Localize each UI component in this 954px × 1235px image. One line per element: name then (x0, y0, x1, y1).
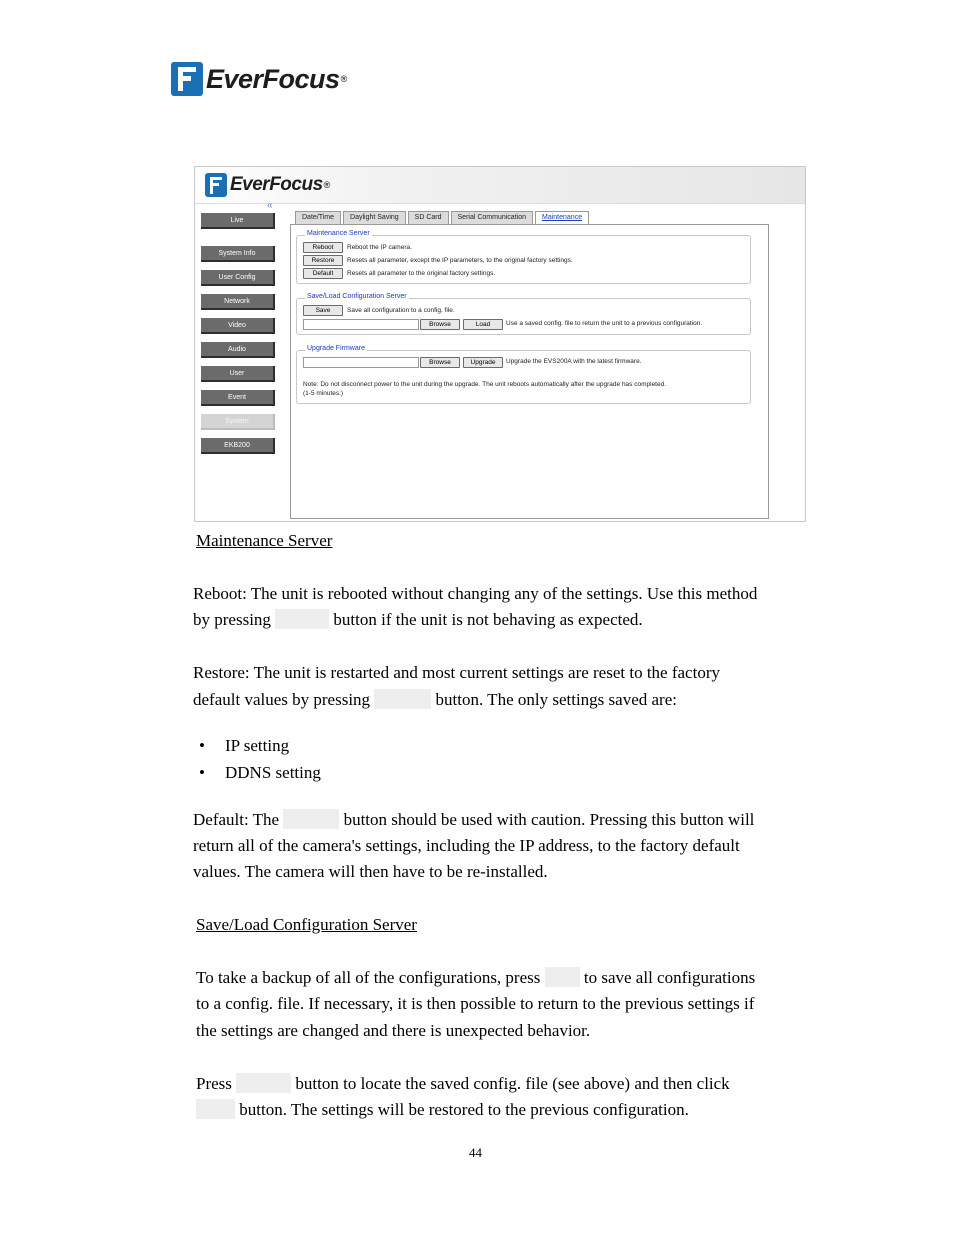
load-button[interactable]: Load (463, 319, 503, 330)
upgrade-note-line1: Note: Do not disconnect power to the unit during the upgrade. The unit reboots automatically after the upgrade has completed. (303, 381, 667, 388)
press-paragraph-line2 (196, 1097, 689, 1123)
registered-mark: ® (340, 74, 348, 84)
press-text-a: Press (196, 1074, 232, 1093)
brand-name: EverFocus (206, 63, 340, 94)
upgrade-description: Upgrade the EVS200A with the latest firmware. (506, 358, 642, 365)
screenshot-logo (205, 173, 330, 197)
default-button[interactable]: Default (303, 268, 343, 279)
everfocus-logo-icon (205, 173, 227, 197)
save-description: Save all configuration to a config. file. (347, 307, 455, 314)
tab-sd-card[interactable]: SD Card (408, 211, 449, 224)
sidebar-item-video[interactable]: Video (201, 318, 275, 334)
config-file-input[interactable] (303, 319, 419, 330)
restore-text-a: default values by pressing (193, 690, 371, 709)
restore-text-b: button. The only settings saved are: (435, 690, 677, 709)
backup-text-b: to save all configurations (583, 968, 756, 987)
firmware-file-input[interactable] (303, 357, 419, 368)
bullet-dot: • (199, 763, 205, 782)
page-number: 44 (469, 1145, 482, 1160)
default-paragraph-line1 (193, 807, 754, 833)
default-description: Resets all parameter to the original factory settings. (347, 270, 496, 277)
backup-paragraph-line3: the settings are changed and there is unexpected behavior. (196, 1021, 591, 1040)
save-load-configuration-group (296, 293, 751, 335)
tab-serial-communication[interactable]: Serial Communication (451, 211, 533, 224)
upgrade-firmware-group (296, 345, 751, 404)
bullet-dot: • (199, 736, 205, 755)
reboot-button[interactable]: Reboot (303, 242, 343, 253)
upgrade-firmware-legend: Upgrade Firmware (307, 345, 365, 352)
maintenance-panel (290, 224, 769, 519)
screenshot-brand: EverFocus (230, 174, 323, 195)
backup-text-a: To take a backup of all of the configurations, press (196, 968, 541, 987)
restore-button[interactable]: Restore (303, 255, 343, 266)
default-paragraph-line3: values. The camera will then have to be re-installed. (193, 862, 548, 881)
reboot-text-b: button if the unit is not behaving as expected. (333, 610, 643, 629)
screenshot-header (195, 167, 805, 204)
sidebar-item-live[interactable]: Live (201, 213, 275, 229)
default-button-image (283, 809, 339, 829)
sidebar-item-network[interactable]: Network (201, 294, 275, 310)
reboot-button-image (275, 609, 329, 629)
everfocus-logo-icon (171, 62, 203, 96)
maintenance-screenshot (194, 166, 806, 522)
sidebar-item-user[interactable]: User (201, 366, 275, 382)
restore-description: Resets all parameter, except the IP parameters, to the original factory settings. (347, 257, 573, 264)
load-description: Use a saved config. file to return the unit to a previous configuration. (506, 320, 703, 327)
sidebar-item-system[interactable]: System (201, 414, 275, 430)
sidebar-item-ekb200[interactable]: EKB200 (201, 438, 275, 454)
load-button-image (196, 1099, 235, 1119)
default-paragraph-line2: return all of the camera's settings, including the IP address, to the factory default (193, 836, 740, 855)
upgrade-note-line2: (1-5 minutes.) (303, 390, 344, 397)
tab-maintenance[interactable]: Maintenance (535, 211, 589, 224)
save-button[interactable]: Save (303, 305, 343, 316)
maintenance-server-heading: Maintenance Server (196, 531, 333, 550)
restore-paragraph-line1: Restore: The unit is restarted and most current settings are reset to the factory (193, 663, 720, 682)
reboot-paragraph-line1: Reboot: The unit is rebooted without changing any of the settings. Use this method (193, 584, 758, 603)
sidebar-item-user-config[interactable]: User Config (201, 270, 275, 286)
save-load-heading: Save/Load Configuration Server (196, 915, 417, 934)
backup-paragraph-line2: to a config. file. If necessary, it is then possible to return to the previous settings if (196, 994, 755, 1013)
bullet-ddns-setting: DDNS setting (225, 763, 321, 782)
tab-date-time[interactable]: Date/Time (295, 211, 341, 224)
restore-paragraph-line2 (193, 687, 677, 713)
reboot-text-a: by pressing (193, 610, 271, 629)
restore-button-image (374, 689, 431, 709)
everfocus-logo (171, 62, 347, 96)
tab-daylight-saving[interactable]: Daylight Saving (343, 211, 406, 224)
settings-tabs (295, 211, 591, 224)
default-text-a: Default: The (193, 810, 280, 829)
bullet-ip-setting: IP setting (225, 736, 290, 755)
press-paragraph-line1 (196, 1071, 730, 1097)
default-text-b: button should be used with caution. Pressing this button will (343, 810, 755, 829)
press-text-c: button. The settings will be restored to the previous configuration. (239, 1100, 689, 1119)
reboot-paragraph-line2 (193, 607, 643, 633)
browse-button-image (236, 1073, 291, 1093)
maintenance-server-group (296, 230, 751, 284)
save-load-legend: Save/Load Configuration Server (307, 293, 407, 300)
upgrade-button[interactable]: Upgrade (463, 357, 503, 368)
backup-paragraph-line1 (196, 965, 755, 991)
sidebar-item-system-info[interactable]: System Info (201, 246, 275, 262)
sidebar-item-event[interactable]: Event (201, 390, 275, 406)
config-browse-button[interactable]: Browse (420, 319, 460, 330)
save-button-image (545, 967, 580, 987)
press-text-b: button to locate the saved config. file (see above) and then click (295, 1074, 730, 1093)
reboot-description: Reboot the IP camera. (347, 244, 412, 251)
screenshot-registered-mark: ® (323, 180, 331, 190)
sidebar-item-audio[interactable]: Audio (201, 342, 275, 358)
collapse-icon[interactable]: « (267, 200, 273, 211)
firmware-browse-button[interactable]: Browse (420, 357, 460, 368)
maintenance-server-legend: Maintenance Server (307, 230, 370, 237)
